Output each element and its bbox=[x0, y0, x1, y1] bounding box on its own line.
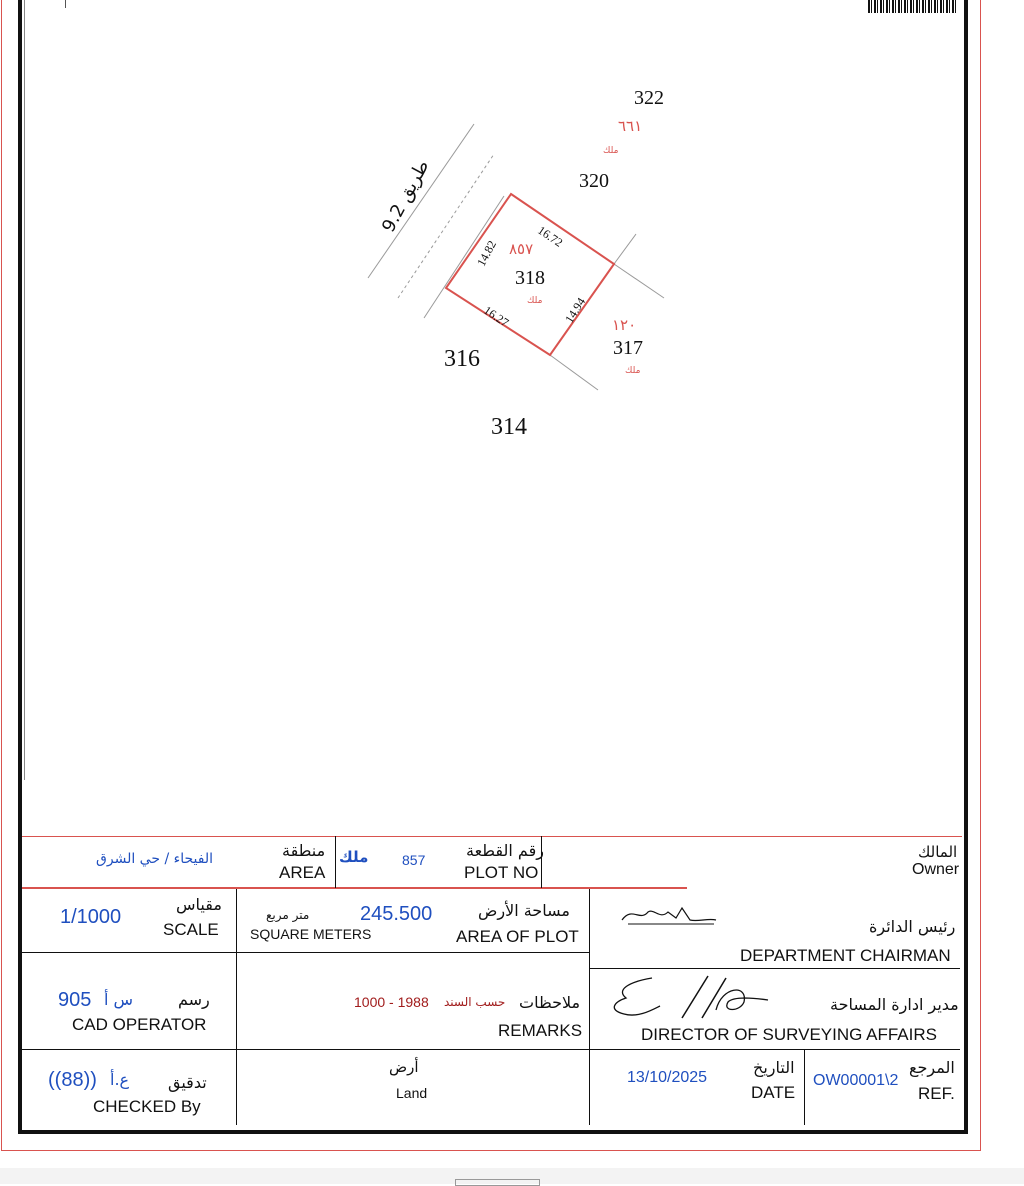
checked-label-en: CHECKED By bbox=[93, 1097, 201, 1116]
table-line bbox=[22, 1049, 960, 1050]
chairman-signature bbox=[618, 900, 718, 930]
area-of-plot-label-en: AREA OF PLOT bbox=[456, 927, 579, 946]
ownership-tag-317: ملك bbox=[625, 366, 641, 376]
plot-number-320: 320 bbox=[579, 170, 609, 192]
plot-number-317: 317 bbox=[613, 337, 643, 359]
remarks-value-ar: حسب السند bbox=[444, 995, 506, 1009]
area-label-en: AREA bbox=[279, 863, 326, 882]
area-of-plot-value: 245.500 bbox=[360, 903, 433, 925]
area-value: الفيحاء / حي الشرق bbox=[96, 851, 213, 867]
plot-label-en: PLOT NO bbox=[464, 863, 539, 882]
cad-operator-value: 905 bbox=[58, 989, 92, 1011]
checked-label-ar: تدقيق bbox=[168, 1073, 207, 1092]
scale-label-en: SCALE bbox=[163, 920, 219, 939]
road-label: 9.2 طريق bbox=[378, 156, 434, 236]
checked-value: ((88)) bbox=[48, 1069, 97, 1091]
table-line bbox=[22, 887, 687, 889]
area-label-ar: منطقة bbox=[282, 841, 326, 860]
date-value: 13/10/2025 bbox=[627, 1069, 708, 1086]
cad-operator-label-en: CAD OPERATOR bbox=[72, 1015, 207, 1034]
remarks-value: 1000 - 1988 bbox=[354, 994, 429, 1010]
table-line bbox=[22, 836, 962, 837]
next-page-stamp bbox=[455, 1179, 540, 1186]
scale-label-ar: مقياس bbox=[176, 895, 222, 914]
plot-number-318: 318 bbox=[515, 267, 545, 289]
neighbour-boundary-line bbox=[550, 355, 598, 390]
cad-operator-label-ar: رسم bbox=[178, 990, 210, 1009]
plot-number-value: 857 bbox=[402, 852, 426, 868]
table-line bbox=[335, 836, 336, 888]
remarks-label-ar: ملاحظات bbox=[519, 993, 581, 1012]
table-line bbox=[589, 889, 590, 1125]
ref-value: OW00001\2 bbox=[813, 1072, 899, 1089]
director-label-ar: مدير ادارة المساحة bbox=[830, 995, 959, 1014]
plot-number-arabic-661: ٦٦١ bbox=[618, 117, 643, 135]
plot-number-arabic-120: ١٢٠ bbox=[612, 316, 637, 334]
table-line bbox=[804, 1049, 805, 1125]
table-line bbox=[236, 889, 237, 1125]
plot-label-ar: رقم القطعة bbox=[466, 841, 544, 860]
scale-value: 1/1000 bbox=[60, 906, 122, 928]
director-signature bbox=[598, 970, 778, 1026]
neighbour-boundary-line bbox=[614, 264, 664, 298]
neighbour-boundary-line bbox=[614, 234, 636, 264]
plot-number-316: 316 bbox=[444, 346, 480, 372]
dept-chairman-label-en: DEPARTMENT CHAIRMAN bbox=[740, 946, 951, 965]
table-line bbox=[589, 968, 960, 969]
owner-label-en: Owner bbox=[912, 861, 960, 878]
ref-label-en: REF. bbox=[918, 1084, 955, 1103]
dimension-top: 16.72 bbox=[535, 223, 566, 250]
owner-label-ar: المالك bbox=[918, 843, 958, 861]
date-label-en: DATE bbox=[751, 1083, 796, 1102]
plot-number-322: 322 bbox=[634, 87, 664, 109]
area-unit-ar: متر مربع bbox=[266, 908, 310, 922]
dimension-bottom: 16.27 bbox=[481, 303, 512, 330]
dimension-right: 14.94 bbox=[562, 295, 589, 326]
road-edge-line bbox=[368, 124, 474, 278]
area-unit-en: SQUARE METERS bbox=[250, 926, 372, 942]
date-label-ar: التاريخ bbox=[753, 1058, 795, 1077]
area-of-plot-label-ar: مساحة الأرض bbox=[478, 901, 570, 920]
plot-number-arabic-857: ٨٥٧ bbox=[509, 240, 534, 258]
dept-chairman-label-ar: رئيس الدائرة bbox=[869, 917, 956, 936]
director-label-en: DIRECTOR OF SURVEYING AFFAIRS bbox=[641, 1025, 937, 1044]
table-line bbox=[22, 952, 589, 953]
ownership-tag-322: ملك bbox=[603, 146, 619, 156]
dimension-left: 14.82 bbox=[474, 238, 500, 269]
ownership-tag-318: ملك bbox=[527, 296, 543, 306]
plot-number-314: 314 bbox=[491, 414, 527, 440]
cad-operator-value-ar: س أ bbox=[104, 990, 134, 1009]
land-label-ar: أرض bbox=[389, 1058, 419, 1076]
remarks-label-en: REMARKS bbox=[498, 1021, 583, 1040]
ref-label-ar: المرجع bbox=[909, 1058, 955, 1077]
plot-type: ملك bbox=[339, 848, 369, 866]
land-label-en: Land bbox=[396, 1085, 428, 1101]
checked-value-ar: ع.أ bbox=[110, 1070, 130, 1089]
